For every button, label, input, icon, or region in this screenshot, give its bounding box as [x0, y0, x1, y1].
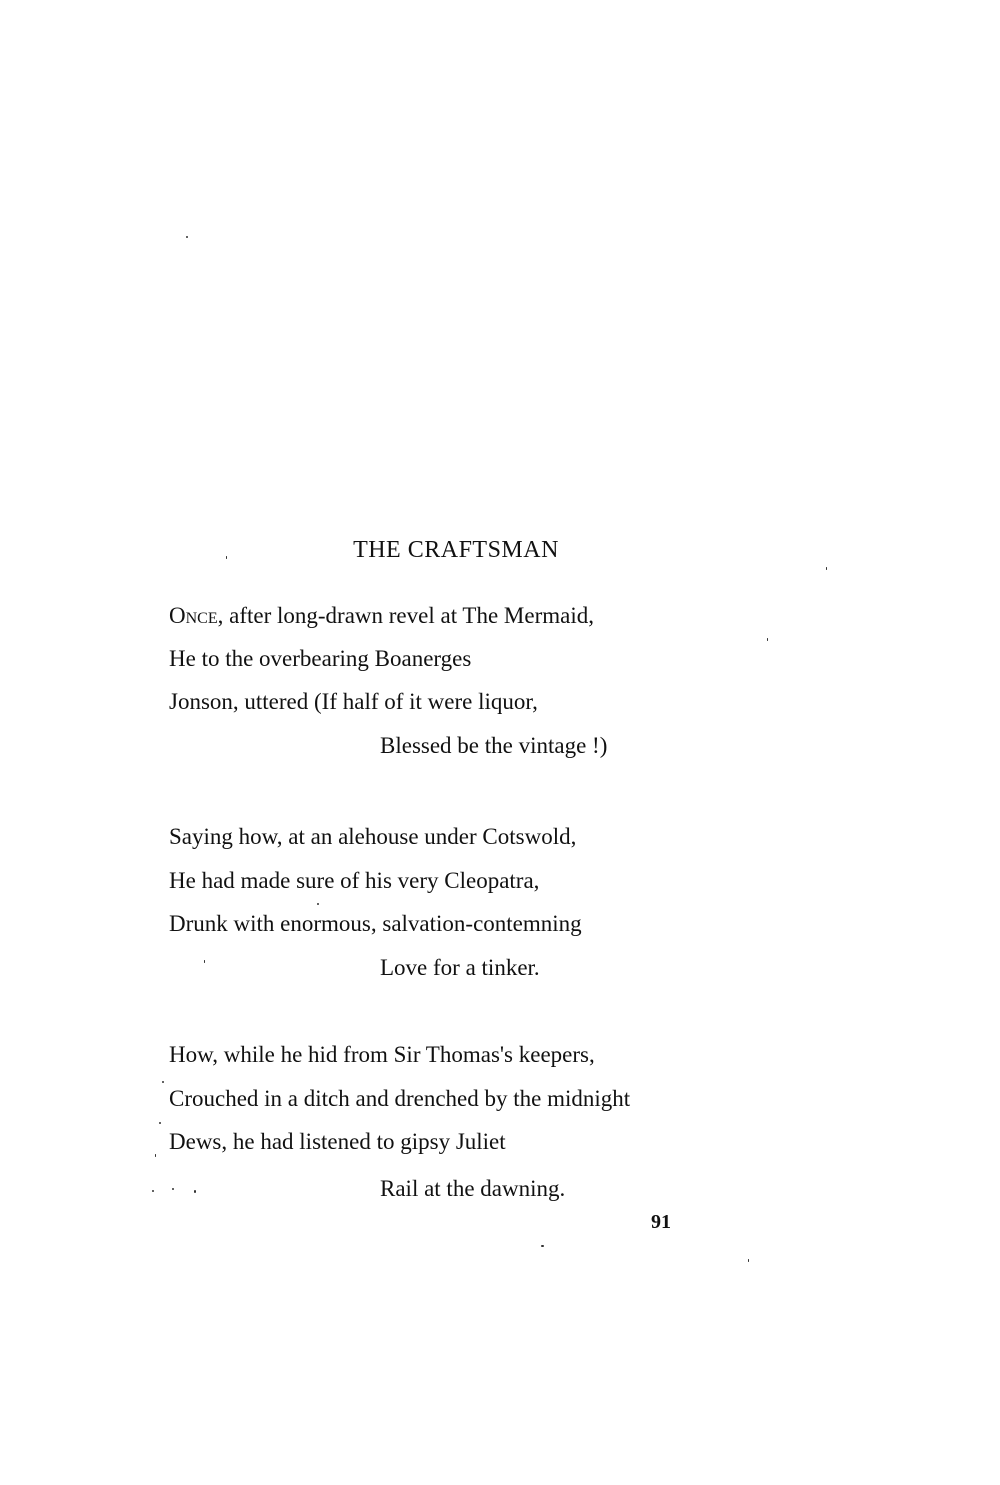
scan-speck [186, 236, 188, 238]
scan-speck [162, 1081, 164, 1083]
scan-speck [152, 1190, 154, 1192]
poem-line [169, 600, 594, 632]
poem-line: How, while he hid from Sir Thomas's keepers, [169, 1042, 595, 1067]
scan-speck [226, 556, 227, 559]
scan-speck [204, 960, 205, 963]
scan-speck [317, 903, 319, 905]
poem-line-indented: Love for a tinker. [380, 955, 540, 980]
scan-speck [541, 1245, 544, 1247]
poem-line: Drunk with enormous, salvation-contemning [169, 911, 582, 936]
scan-speck [155, 1154, 156, 1157]
poem-line: He to the overbearing Boanerges [169, 646, 472, 671]
poem-line: Saying how, at an alehouse under Cotswold, [169, 824, 577, 849]
poem-line: Crouched in a ditch and drenched by the midnight [169, 1086, 631, 1111]
page-number: 91 [651, 1211, 671, 1233]
scan-speck [748, 1259, 749, 1262]
poem-line-indented: Rail at the dawning. [380, 1176, 566, 1201]
poem-line: Jonson, uttered (If half of it were liquor, [169, 689, 538, 714]
scan-speck [767, 638, 768, 641]
line-text: , after long-drawn revel at The Mermaid, [217, 603, 594, 628]
poem-line: He had made sure of his very Cleopatra, [169, 868, 540, 893]
poem-title: THE CRAFTSMAN [353, 537, 559, 563]
scan-speck [826, 567, 827, 570]
line-initial-word: Once [169, 603, 218, 628]
scan-speck [159, 1122, 161, 1124]
scan-speck [172, 1188, 174, 1190]
poem-line-indented: Blessed be the vintage !) [380, 733, 608, 758]
scan-speck [194, 1190, 196, 1193]
poem-line: Dews, he had listened to gipsy Juliet [169, 1129, 506, 1154]
